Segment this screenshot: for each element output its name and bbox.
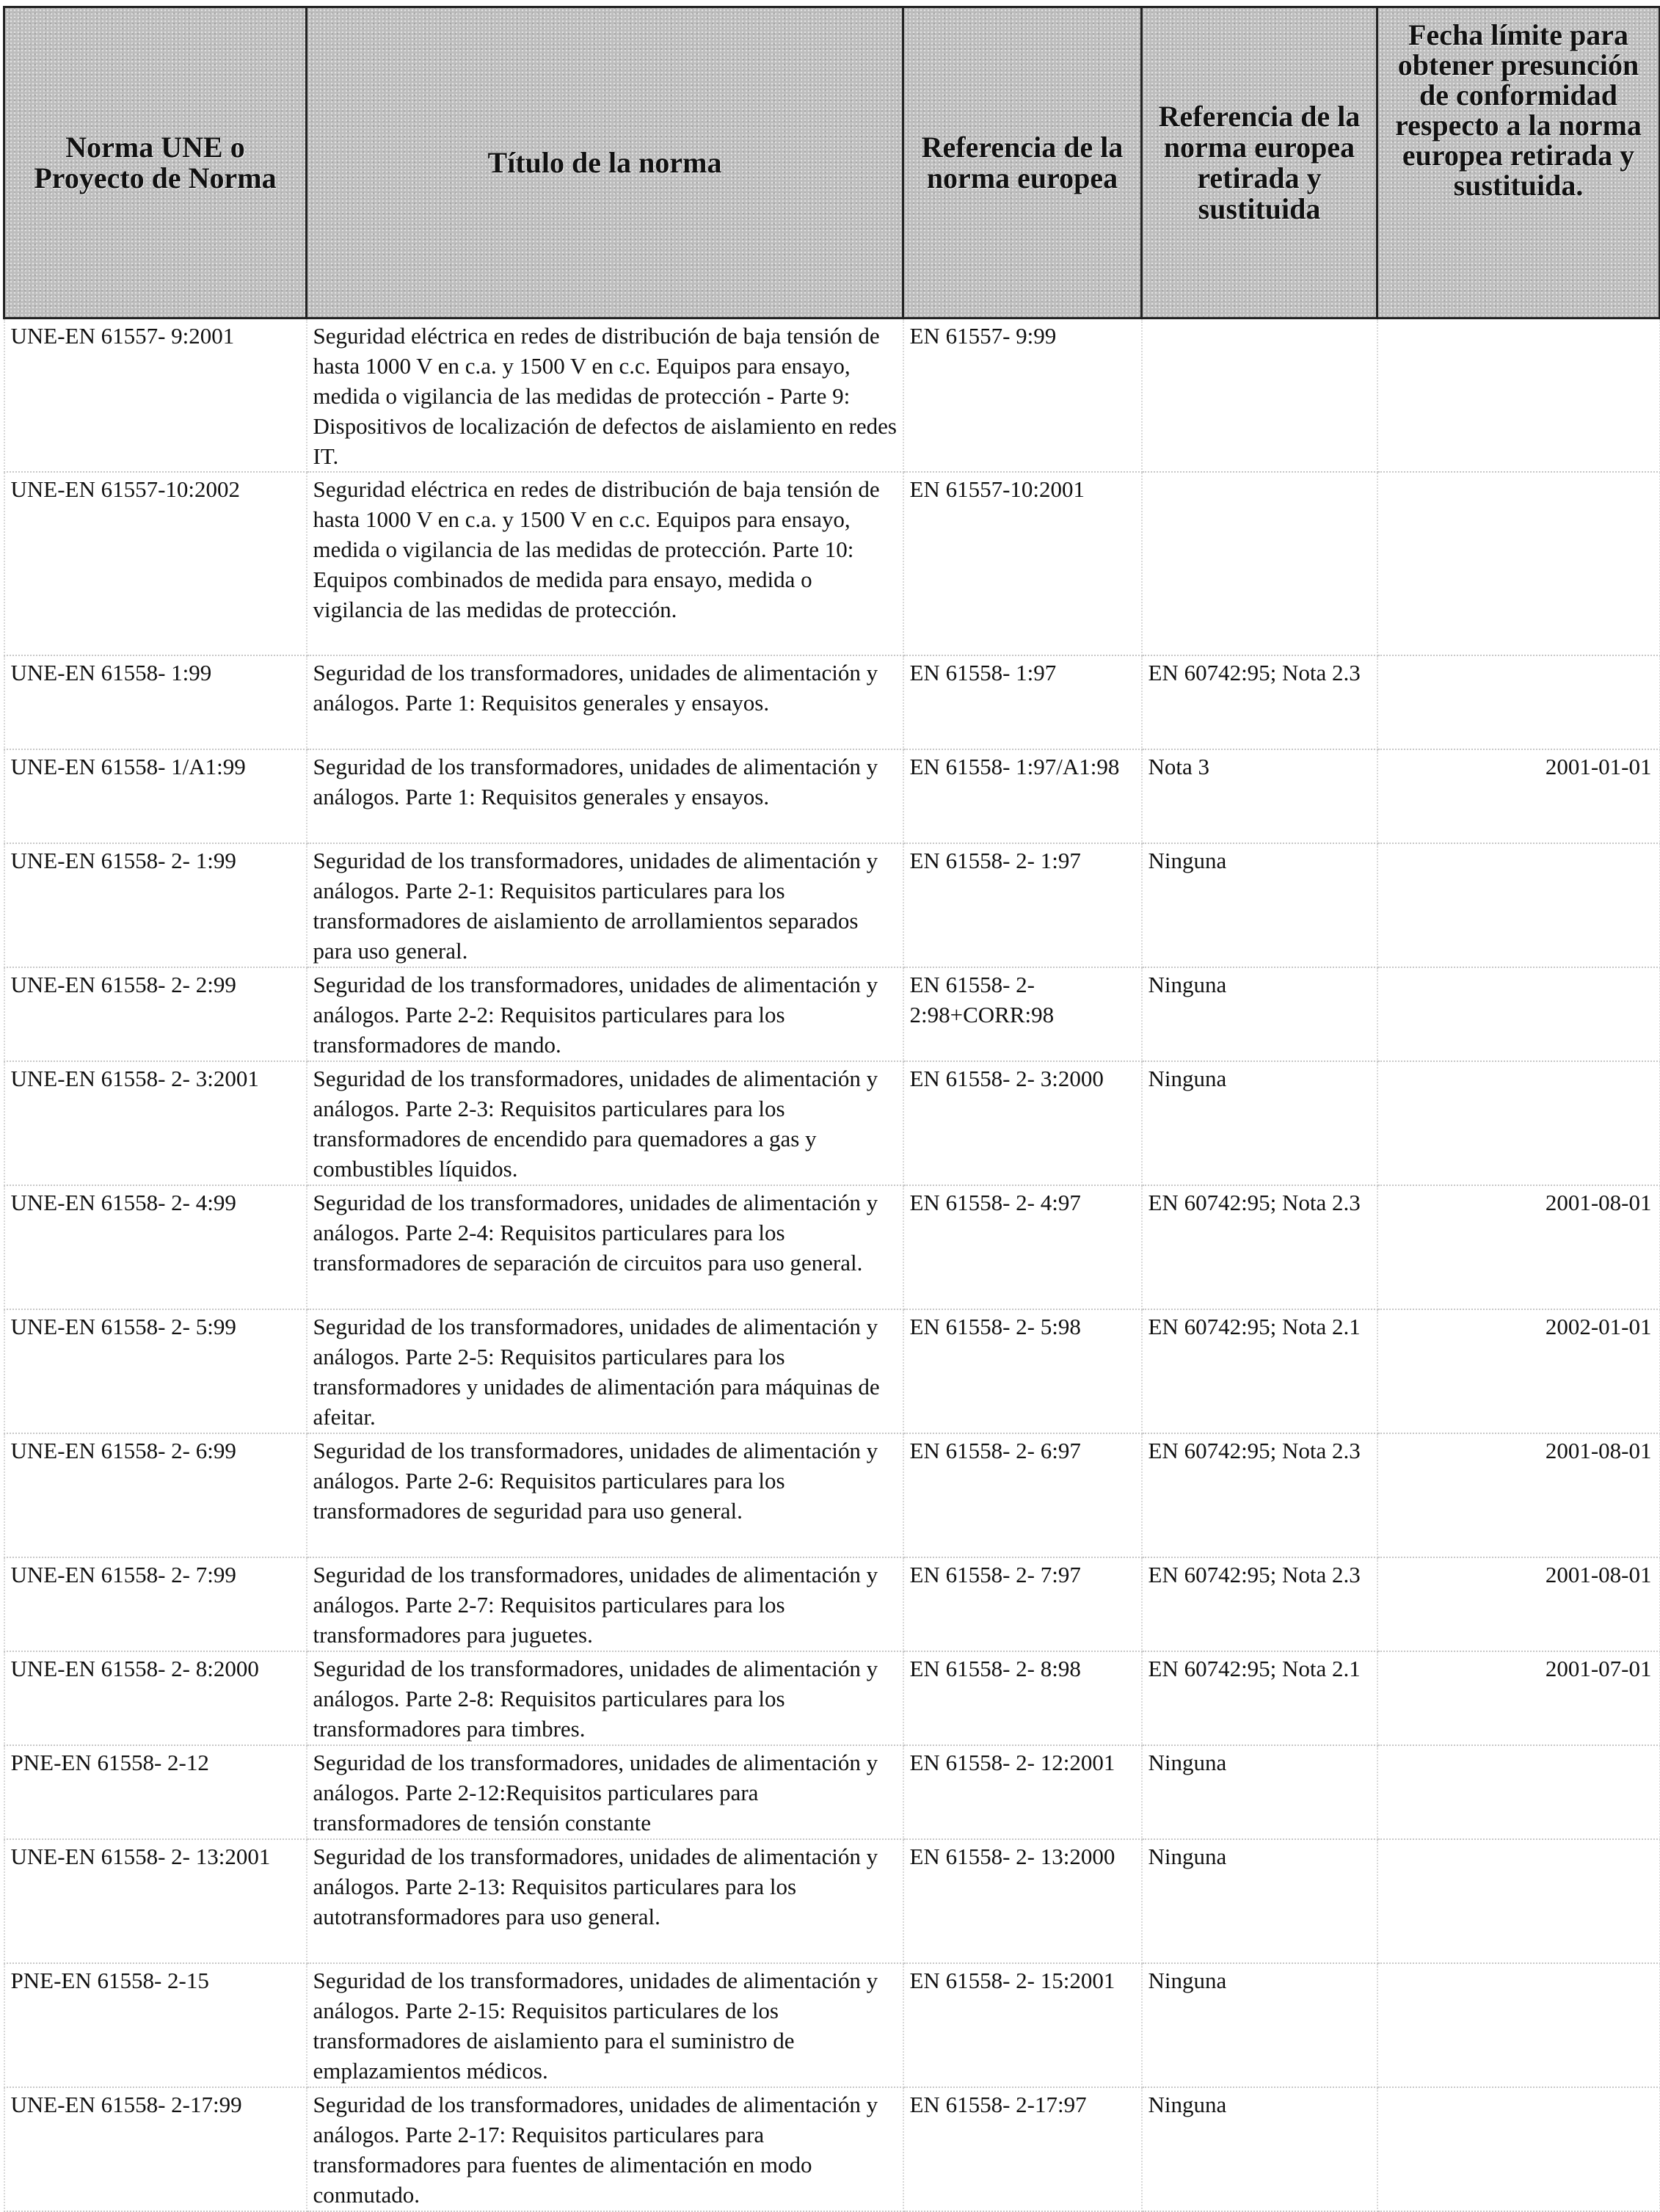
header-norma: Norma UNE o Proyecto de Norma (4, 7, 307, 319)
cell-referencia: EN 61558- 2- 1:97 (903, 843, 1142, 967)
cell-titulo: Seguridad de los transformadores, unidades de alimentación y análogos. Parte 1: Requisitos generales y ensayos. (307, 749, 903, 843)
cell-norma: UNE-EN 61558- 2- 4:99 (4, 1185, 307, 1309)
cell-titulo: Seguridad de los transformadores, unidades de alimentación y análogos. Parte 2-12:Requisitos particulares para transformadores de tensión constante (307, 1745, 903, 1839)
cell-titulo: Seguridad eléctrica en redes de distribución de baja tensión de hasta 1000 V en c.a. y 1500 V en c.c. Equipos para ensayo, medida o vigilancia de las medidas de protección. Parte 10: Equipos combinados de medida para ensayo, medida o vigilancia de las medidas de protección. (307, 472, 903, 655)
cell-norma: UNE-EN 61557- 9:2001 (4, 319, 307, 473)
cell-titulo: Seguridad de los transformadores, unidades de alimentación y análogos. Parte 2-13: Requisitos particulares para los autotransformadores para uso general. (307, 1839, 903, 1963)
cell-referencia: EN 61558- 2- 7:97 (903, 1557, 1142, 1651)
cell-retirada (1142, 472, 1377, 655)
cell-fecha (1377, 319, 1660, 473)
header-referencia: Referencia de la norma europea (903, 7, 1142, 319)
table-row (4, 749, 1660, 843)
table-row (4, 1557, 1660, 1651)
table-row (4, 1309, 1660, 1433)
cell-titulo: Seguridad de los transformadores, unidades de alimentación y análogos. Parte 2-2: Requisitos particulares para los transformadores de mando. (307, 967, 903, 1061)
cell-fecha: 2001-08-01 (1377, 1185, 1660, 1309)
table-row (4, 319, 1660, 473)
cell-referencia: EN 61558- 2- 3:2000 (903, 1061, 1142, 1185)
table-row (4, 655, 1660, 749)
cell-referencia: EN 61557-10:2001 (903, 472, 1142, 655)
cell-norma: UNE-EN 61558- 2- 13:2001 (4, 1839, 307, 1963)
cell-retirada: EN 60742:95; Nota 2.3 (1142, 1185, 1377, 1309)
cell-retirada: EN 60742:95; Nota 2.1 (1142, 1651, 1377, 1745)
table-row (4, 1651, 1660, 1745)
table-row (4, 843, 1660, 967)
cell-norma: UNE-EN 61558- 2-17:99 (4, 2087, 307, 2211)
cell-titulo: Seguridad de los transformadores, unidades de alimentación y análogos. Parte 2-7: Requisitos particulares para los transformadores para juguetes. (307, 1557, 903, 1651)
cell-retirada (1142, 319, 1377, 473)
cell-titulo: Seguridad de los transformadores, unidades de alimentación y análogos. Parte 2-8: Requisitos particulares para los transformadores para timbres. (307, 1651, 903, 1745)
cell-retirada: Ninguna (1142, 1745, 1377, 1839)
cell-norma: PNE-EN 61558- 2-15 (4, 1963, 307, 2087)
cell-retirada: EN 60742:95; Nota 2.3 (1142, 1433, 1377, 1557)
cell-titulo: Seguridad de los transformadores, unidades de alimentación y análogos. Parte 2-3: Requisitos particulares para los transformadores de encendido para quemadores a gas y combustibles líquidos. (307, 1061, 903, 1185)
table-row (4, 1433, 1660, 1557)
header-row (4, 7, 1660, 319)
cell-titulo: Seguridad eléctrica en redes de distribución de baja tensión de hasta 1000 V en c.a. y 1500 V en c.c. Equipos para ensayo, medida o vigilancia de las medidas de protección - Parte 9: Dispositivos de localización de defectos de aislamiento en redes IT. (307, 319, 903, 473)
cell-referencia: EN 61557- 9:99 (903, 319, 1142, 473)
cell-fecha (1377, 472, 1660, 655)
cell-retirada: Ninguna (1142, 967, 1377, 1061)
table-row (4, 1745, 1660, 1839)
table-header (4, 7, 1660, 319)
cell-retirada: Ninguna (1142, 1963, 1377, 2087)
cell-fecha (1377, 2087, 1660, 2211)
cell-fecha (1377, 1839, 1660, 1963)
header-fecha: Fecha límite para obtener presunción de conformidad respecto a la norma europea retirada y sustituida. (1377, 7, 1660, 319)
cell-norma: UNE-EN 61558- 2- 3:2001 (4, 1061, 307, 1185)
cell-referencia: EN 61558- 2- 12:2001 (903, 1745, 1142, 1839)
cell-titulo: Seguridad de los transformadores, unidades de alimentación y análogos. Parte 1: Requisitos generales y ensayos. (307, 655, 903, 749)
cell-referencia: EN 61558- 2- 13:2000 (903, 1839, 1142, 1963)
table-row (4, 472, 1660, 655)
cell-fecha: 2001-07-01 (1377, 1651, 1660, 1745)
cell-retirada: Ninguna (1142, 1839, 1377, 1963)
cell-fecha: 2001-01-01 (1377, 749, 1660, 843)
cell-retirada: EN 60742:95; Nota 2.3 (1142, 1557, 1377, 1651)
table-row (4, 1185, 1660, 1309)
table-body (4, 319, 1660, 2212)
cell-retirada: Ninguna (1142, 1061, 1377, 1185)
cell-fecha: 2002-01-01 (1377, 1309, 1660, 1433)
cell-retirada: Ninguna (1142, 2087, 1377, 2211)
table-row (4, 1963, 1660, 2087)
cell-fecha (1377, 1745, 1660, 1839)
cell-titulo: Seguridad de los transformadores, unidades de alimentación y análogos. Parte 2-6: Requisitos particulares para los transformadores de seguridad para uso general. (307, 1433, 903, 1557)
cell-fecha: 2001-08-01 (1377, 1557, 1660, 1651)
cell-referencia: EN 61558- 2- 8:98 (903, 1651, 1142, 1745)
cell-norma: PNE-EN 61558- 2-12 (4, 1745, 307, 1839)
cell-norma: UNE-EN 61558- 1/A1:99 (4, 749, 307, 843)
cell-fecha (1377, 1061, 1660, 1185)
cell-norma: UNE-EN 61558- 2- 8:2000 (4, 1651, 307, 1745)
cell-norma: UNE-EN 61558- 2- 7:99 (4, 1557, 307, 1651)
table-row (4, 1061, 1660, 1185)
cell-retirada: EN 60742:95; Nota 2.1 (1142, 1309, 1377, 1433)
cell-norma: UNE-EN 61557-10:2002 (4, 472, 307, 655)
cell-titulo: Seguridad de los transformadores, unidades de alimentación y análogos. Parte 2-4: Requisitos particulares para los transformadores de separación de circuitos para uso general. (307, 1185, 903, 1309)
table-row (4, 1839, 1660, 1963)
cell-retirada: EN 60742:95; Nota 2.3 (1142, 655, 1377, 749)
header-titulo: Título de la norma (307, 7, 903, 319)
table-row (4, 967, 1660, 1061)
cell-fecha (1377, 843, 1660, 967)
cell-fecha (1377, 1963, 1660, 2087)
cell-norma: UNE-EN 61558- 2- 1:99 (4, 843, 307, 967)
cell-retirada: Nota 3 (1142, 749, 1377, 843)
cell-referencia: EN 61558- 2- 6:97 (903, 1433, 1142, 1557)
cell-fecha: 2001-08-01 (1377, 1433, 1660, 1557)
cell-fecha (1377, 655, 1660, 749)
header-retirada: Referencia de la norma europea retirada y sustituida (1142, 7, 1377, 319)
cell-referencia: EN 61558- 1:97/A1:98 (903, 749, 1142, 843)
cell-titulo: Seguridad de los transformadores, unidades de alimentación y análogos. Parte 2-5: Requisitos particulares para los transformadores y unidades de alimentación para máquinas de afeitar. (307, 1309, 903, 1433)
cell-fecha (1377, 967, 1660, 1061)
cell-norma: UNE-EN 61558- 2- 5:99 (4, 1309, 307, 1433)
cell-norma: UNE-EN 61558- 2- 6:99 (4, 1433, 307, 1557)
cell-referencia: EN 61558- 2- 4:97 (903, 1185, 1142, 1309)
cell-norma: UNE-EN 61558- 1:99 (4, 655, 307, 749)
cell-norma: UNE-EN 61558- 2- 2:99 (4, 967, 307, 1061)
cell-titulo: Seguridad de los transformadores, unidades de alimentación y análogos. Parte 2-17: Requisitos particulares para transformadores para fuentes de alimentación en modo conmutado. (307, 2087, 903, 2211)
standards-table (3, 6, 1660, 2212)
cell-referencia: EN 61558- 2- 15:2001 (903, 1963, 1142, 2087)
cell-referencia: EN 61558- 2-17:97 (903, 2087, 1142, 2211)
cell-titulo: Seguridad de los transformadores, unidades de alimentación y análogos. Parte 2-1: Requisitos particulares para los transformadores de aislamiento de arrollamientos separados para uso general. (307, 843, 903, 967)
cell-referencia: EN 61558- 1:97 (903, 655, 1142, 749)
cell-retirada: Ninguna (1142, 843, 1377, 967)
table-row (4, 2087, 1660, 2211)
cell-referencia: EN 61558- 2- 5:98 (903, 1309, 1142, 1433)
cell-titulo: Seguridad de los transformadores, unidades de alimentación y análogos. Parte 2-15: Requisitos particulares de los transformadores de aislamiento para el suministro de emplazamientos médicos. (307, 1963, 903, 2087)
cell-referencia: EN 61558- 2- 2:98+CORR:98 (903, 967, 1142, 1061)
